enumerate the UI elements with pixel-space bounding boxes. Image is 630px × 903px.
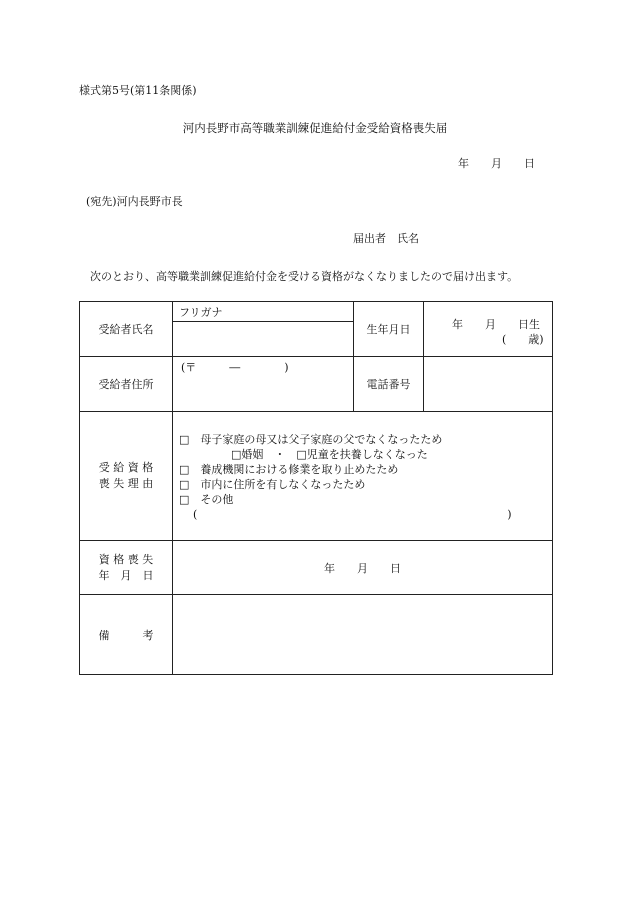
recipient-name-label: 受給者氏名 bbox=[80, 302, 173, 357]
remarks-field[interactable] bbox=[173, 595, 553, 675]
recipient-address-label: 受給者住所 bbox=[80, 357, 173, 412]
loss-reason-options bbox=[173, 412, 553, 541]
loss-date-label bbox=[80, 541, 173, 595]
loss-date-label-line2: 年 月 日 bbox=[98, 568, 154, 582]
other-reason-field[interactable]: ( ) bbox=[193, 508, 512, 521]
phone-number-label: 電話番号 bbox=[354, 357, 424, 412]
notification-form-table bbox=[79, 301, 553, 675]
recipient-name-field[interactable] bbox=[173, 322, 354, 357]
birth-date-text: 年 月 日生 bbox=[452, 318, 540, 331]
postal-code-prefix: (〒 ― ) bbox=[181, 361, 289, 374]
reason-option-moved-out[interactable]: □ 市内に住所を有しなくなったため bbox=[179, 478, 366, 491]
submission-date[interactable]: 年 月 日 bbox=[458, 157, 535, 170]
document-title: 河内長野市高等職業訓練促進給付金受給資格喪失届 bbox=[182, 121, 448, 135]
age-text: ( 歳) bbox=[502, 333, 544, 346]
furigana-label: フリガナ bbox=[179, 306, 223, 319]
recipient-address-field[interactable] bbox=[173, 357, 354, 412]
loss-reason-label-line1: 受 給 資 格 bbox=[98, 461, 154, 474]
phone-number-field[interactable] bbox=[424, 357, 553, 412]
remarks-label: 備 考 bbox=[80, 595, 173, 675]
loss-reason-label bbox=[80, 412, 173, 541]
form-number: 様式第5号(第11条関係) bbox=[79, 84, 197, 97]
loss-date-label-line1: 資 格 喪 失 bbox=[98, 552, 154, 566]
addressee: (宛先)河内長野市長 bbox=[86, 195, 183, 208]
loss-date-field[interactable]: 年 月 日 bbox=[173, 541, 553, 595]
loss-reason-label-line2: 喪 失 理 由 bbox=[98, 477, 154, 490]
birth-date-label: 生年月日 bbox=[354, 302, 424, 357]
reason-option-parent-status[interactable]: □ 母子家庭の母又は父子家庭の父でなくなったため bbox=[179, 433, 443, 446]
reason-option-training-stopped[interactable]: □ 養成機関における修業を取り止めたため bbox=[179, 463, 399, 476]
intro-statement: 次のとおり、高等職業訓練促進給付金を受ける資格がなくなりましたので届け出ます。 bbox=[90, 270, 519, 283]
reason-option-other[interactable]: □ その他 bbox=[179, 493, 234, 506]
birth-date-field[interactable] bbox=[424, 302, 553, 357]
notifier-name-label: 届出者 氏名 bbox=[353, 232, 419, 245]
reason-suboption-marriage-child[interactable]: □婚姻 ・ □児童を扶養しなくなった bbox=[231, 448, 428, 461]
furigana-field[interactable] bbox=[173, 302, 354, 322]
